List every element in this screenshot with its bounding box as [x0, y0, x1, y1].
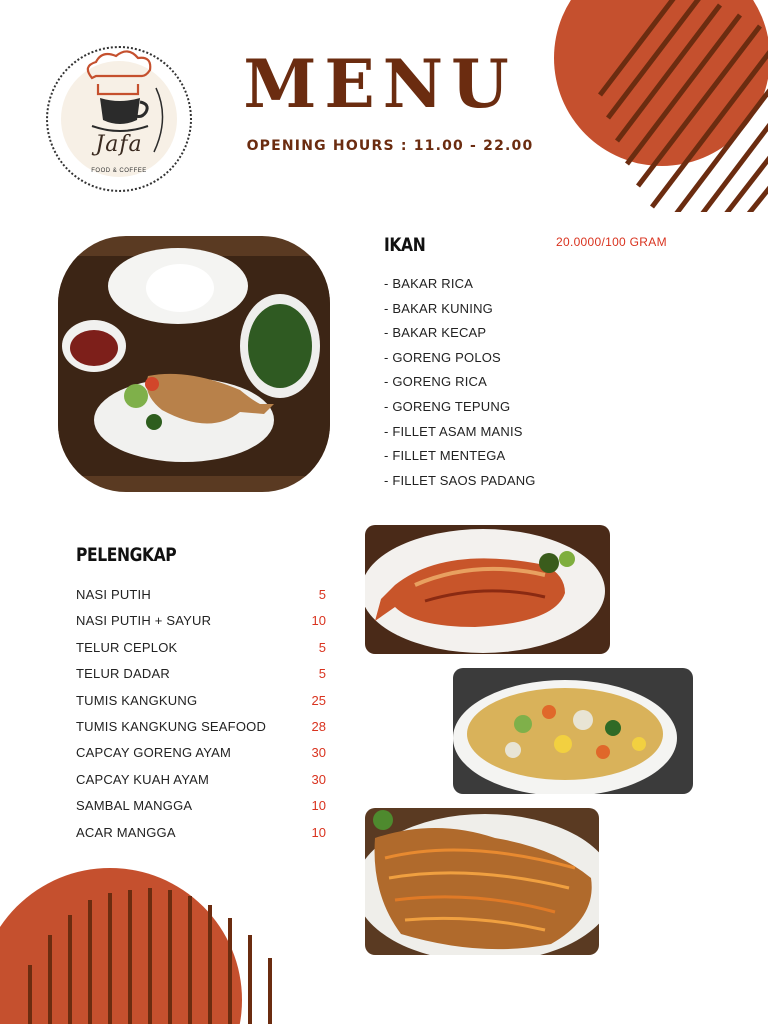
- item-price: 5: [318, 587, 326, 602]
- item-name: CAPCAY KUAH AYAM: [76, 771, 209, 787]
- list-item: - BAKAR RICA: [384, 276, 474, 291]
- list-item: [76, 582, 326, 608]
- item-name: TUMIS KANGKUNG: [76, 692, 198, 708]
- ikan-price: 20.0000/100 GRAM: [556, 235, 667, 249]
- item-price: 10: [311, 613, 326, 629]
- bottom-left-circle: [0, 868, 242, 1024]
- item-name: CAPCAY GORENG AYAM: [76, 745, 232, 761]
- item-price: 10: [311, 798, 326, 814]
- pelengkap-section-title: PELENGKAP: [76, 544, 177, 566]
- capcay-soup-image: [453, 668, 693, 794]
- list-item: [76, 661, 326, 687]
- list-item: - FILLET ASAM MANIS: [384, 423, 523, 439]
- item-name: SAMBAL MANGGA: [76, 798, 193, 814]
- list-item: - BAKAR KUNING: [384, 300, 493, 316]
- item-price: 5: [318, 639, 326, 655]
- logo-tagline: FOOD & COFFEE: [91, 168, 147, 174]
- list-item: - BAKAR KECAP: [384, 325, 487, 341]
- list-item: [76, 820, 326, 846]
- list-item: - FILLET MENTEGA: [384, 448, 506, 464]
- item-name: NASI PUTIH: [76, 587, 151, 602]
- list-item: [76, 635, 326, 661]
- item-price: 10: [311, 824, 326, 840]
- item-name: TUMIS KANGKUNG SEAFOOD: [76, 718, 267, 734]
- logo: [46, 46, 192, 192]
- list-item: [76, 608, 326, 634]
- list-item: [76, 793, 326, 819]
- item-price: 30: [311, 771, 326, 787]
- list-item: [76, 688, 326, 714]
- item-price: 30: [311, 745, 326, 761]
- ikan-list: [384, 272, 536, 493]
- opening-hours: OPENING HOURS : 11.00 - 22.00: [246, 138, 534, 154]
- page-title: MENU: [243, 45, 517, 123]
- item-price: 5: [318, 666, 326, 682]
- item-name: ACAR MANGGA: [76, 824, 176, 840]
- list-item: - GORENG RICA: [384, 374, 487, 390]
- item-price: 28: [311, 718, 326, 734]
- list-item: - GORENG TEPUNG: [384, 398, 511, 414]
- logo-name: Jafa: [95, 132, 143, 157]
- list-item: - GORENG POLOS: [384, 349, 501, 365]
- fried-fish-sambal-image: [365, 525, 610, 654]
- grilled-fish-platter-image: [58, 236, 330, 492]
- fish-fillet-image: [365, 808, 599, 955]
- list-item: [76, 740, 326, 766]
- list-item: - FILLET SAOS PADANG: [384, 472, 536, 488]
- list-item: [76, 767, 326, 793]
- ikan-section-title: IKAN: [384, 234, 426, 256]
- item-name: TELUR DADAR: [76, 666, 170, 682]
- item-name: NASI PUTIH + SAYUR: [76, 613, 212, 629]
- list-item: [76, 714, 326, 740]
- pelengkap-list: [76, 582, 326, 846]
- item-price: 25: [311, 692, 326, 708]
- item-name: TELUR CEPLOK: [76, 639, 178, 655]
